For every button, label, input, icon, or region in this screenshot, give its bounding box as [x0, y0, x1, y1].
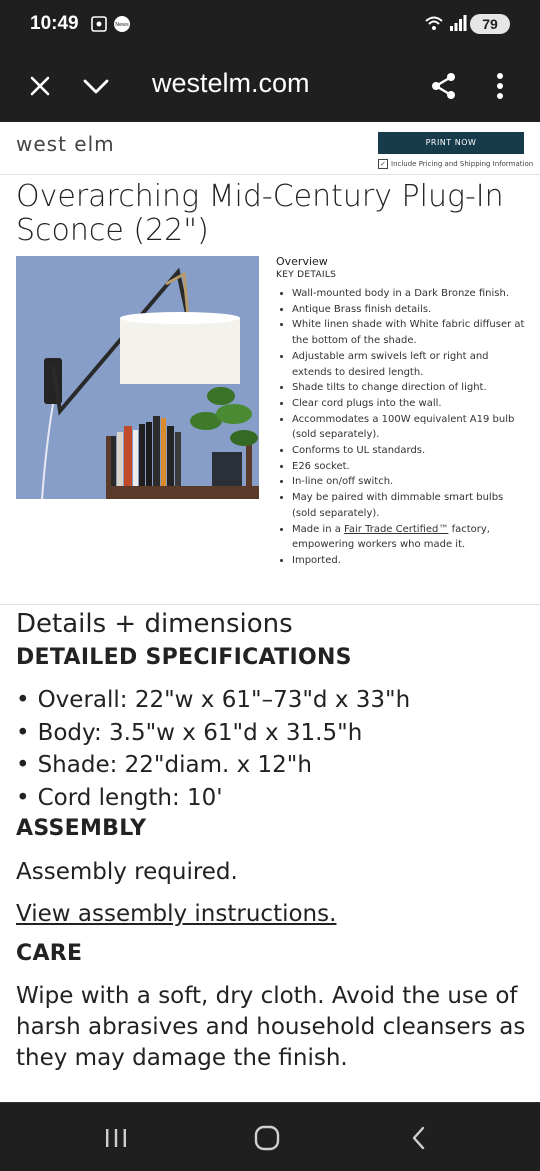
spec-item: • Shade: 22"diam. x 12"h [16, 749, 526, 782]
spec-item: • Overall: 22"w x 61"–73"d x 33"h [16, 684, 526, 717]
key-detail-item: • In-line on/off switch. [292, 474, 526, 490]
include-pricing-label: Include Pricing and Shipping Information [391, 160, 534, 168]
include-pricing-option[interactable] [378, 159, 533, 169]
fair-trade-suffix: factory, empowering workers who made it. [292, 523, 490, 551]
home-icon[interactable] [252, 1123, 282, 1153]
section-divider [0, 604, 540, 605]
key-detail-item: • Wall-mounted body in a Dark Bronze finish. [292, 286, 526, 302]
navigation-bar [0, 1102, 540, 1171]
product-image [16, 256, 259, 499]
overview-heading: Overview [276, 255, 328, 268]
care-heading: CARE [16, 941, 83, 966]
print-now-button[interactable]: PRINT NOW [378, 132, 524, 154]
wifi-icon [424, 14, 444, 36]
fair-trade-prefix: Made in a [292, 523, 345, 535]
brand-logo[interactable]: west elm [16, 132, 115, 156]
browser-toolbar [0, 50, 540, 122]
news-icon [113, 15, 131, 37]
battery-icon: 79 [470, 14, 510, 34]
page-header [0, 122, 540, 175]
recent-apps-icon[interactable] [101, 1123, 131, 1153]
status-bar [0, 0, 540, 50]
screenshot-icon [90, 15, 108, 37]
key-detail-item: • E26 socket. [292, 459, 526, 475]
details-heading: Details + dimensions [16, 609, 293, 639]
back-icon[interactable] [404, 1123, 434, 1153]
specifications-heading: DETAILED SPECIFICATIONS [16, 645, 352, 670]
specifications-list [16, 684, 526, 814]
status-time: 10:49 [30, 13, 79, 34]
include-pricing-checkbox[interactable]: ✓ [378, 159, 388, 169]
share-icon[interactable] [424, 66, 464, 106]
chevron-down-icon[interactable] [76, 66, 116, 106]
overview-section [276, 255, 526, 569]
assembly-text: Assembly required. [16, 859, 238, 885]
product-title: Overarching Mid-Century Plug-In Sconce (22") [16, 179, 504, 248]
more-vert-icon[interactable] [480, 66, 520, 106]
close-icon[interactable] [20, 66, 60, 106]
key-detail-item: • Accommodates a 100W equivalent A19 bulb (sold separately). [292, 412, 526, 443]
key-detail-item: • Conforms to UL standards. [292, 443, 526, 459]
fair-trade-link[interactable]: Fair Trade Certified™ [344, 523, 449, 535]
key-detail-item: • May be paired with dimmable smart bulbs (sold separately). [292, 490, 526, 521]
signal-icon [449, 14, 467, 36]
spec-item: • Body: 3.5"w x 61"d x 31.5"h [16, 717, 526, 750]
assembly-instructions-link[interactable]: View assembly instructions. [16, 901, 337, 927]
key-detail-item: • Adjustable arm swivels left or right and extends to desired length. [292, 349, 526, 380]
url-text[interactable]: westelm.com [152, 68, 310, 98]
spec-item: • Cord length: 10' [16, 782, 526, 815]
key-details-heading: KEY DETAILS [276, 270, 337, 280]
key-detail-item: • Shade tilts to change direction of light. [292, 380, 526, 396]
key-detail-item: • Clear cord plugs into the wall. [292, 396, 526, 412]
key-detail-item: • Antique Brass finish details. [292, 302, 526, 318]
key-detail-item: • White linen shade with White fabric diffuser at the bottom of the shade. [292, 317, 526, 348]
key-details-list [276, 286, 526, 569]
key-detail-item: • Imported. [292, 553, 526, 569]
key-detail-item-fair-trade [292, 522, 526, 553]
assembly-heading: ASSEMBLY [16, 816, 147, 841]
care-text: Wipe with a soft, dry cloth. Avoid the use of harsh abrasives and household cleansers as they may damage the finish. [16, 983, 526, 1071]
svg-text:News: News [115, 22, 129, 28]
